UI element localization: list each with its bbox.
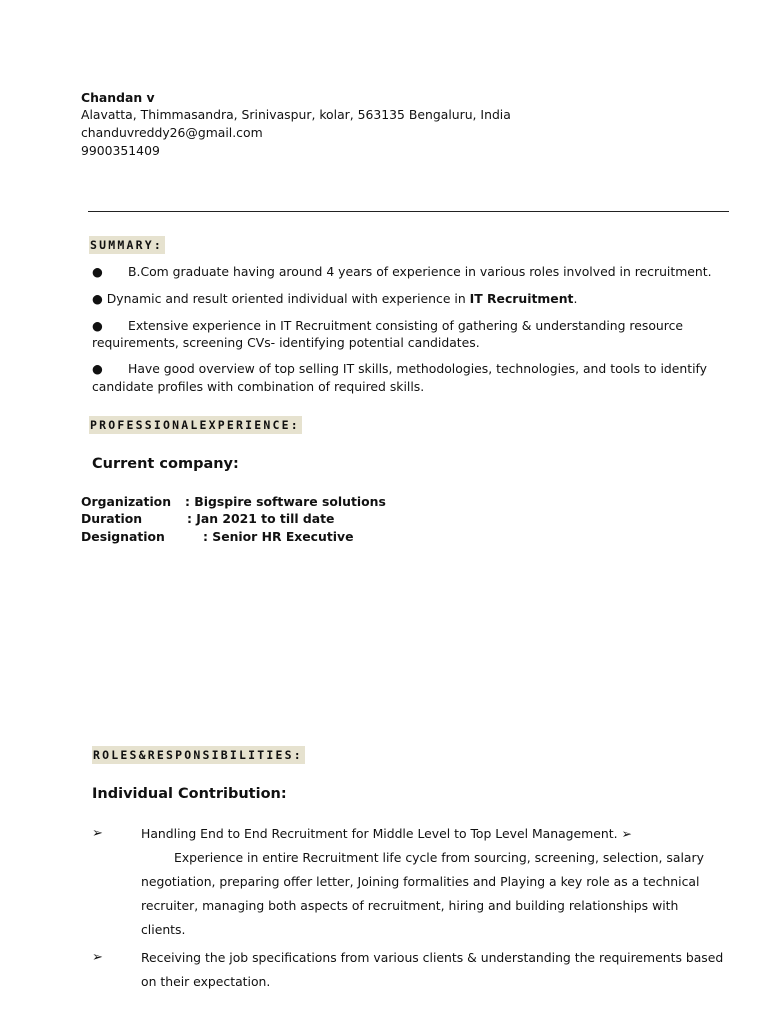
summary-item-3-line-1: Extensive experience in IT Recruitment consisting of gathering & understanding resource: [128, 318, 684, 333]
organization-label: Organization: [81, 494, 172, 509]
address: Alavatta, Thimmasandra, Srinivaspur, kolar, 563135 Bengaluru, India: [81, 107, 511, 122]
bullet-icon: ●: [92, 291, 103, 306]
roles-heading: ROLES&RESPONSIBILITIES:: [93, 748, 303, 762]
designation-label: Designation: [81, 529, 165, 544]
summary-item-2: [92, 290, 577, 308]
phone: 9900351409: [81, 143, 160, 158]
roles-line-7: on their expectation.: [141, 974, 271, 989]
summary-item-2-end: .: [573, 291, 578, 306]
individual-contribution-heading: Individual Contribution:: [92, 786, 287, 802]
summary-heading: SUMMARY:: [90, 238, 163, 252]
summary-item-4-line-2: candidate profiles with combination of required skills.: [92, 379, 425, 394]
bullet-icon: ●: [92, 264, 103, 279]
organization-value: : Bigspire software solutions: [185, 494, 386, 509]
duration-value: : Jan 2021 to till date: [187, 511, 335, 526]
bullet-icon: ●: [92, 361, 103, 376]
roles-line-1: Handling End to End Recruitment for Middle Level to Top Level Management. ➢: [141, 826, 632, 841]
candidate-name: Chandan v: [81, 90, 155, 105]
summary-item-2-bold: IT Recruitment: [469, 291, 574, 306]
roles-line-2: Experience in entire Recruitment life cycle from sourcing, screening, selection, salary: [174, 850, 704, 865]
designation-value: : Senior HR Executive: [203, 529, 354, 544]
summary-item-3-line-2: requirements, screening CVs- identifying potential candidates.: [92, 335, 480, 350]
roles-line-4: recruiter, managing both aspects of recruitment, hiring and building relationships with: [141, 898, 679, 913]
current-company-heading: Current company:: [92, 456, 239, 472]
arrow-bullet-icon: ➢: [92, 950, 103, 965]
summary-item-1: B.Com graduate having around 4 years of experience in various roles involved in recruitment.: [128, 264, 712, 279]
arrow-bullet-icon: ➢: [92, 826, 103, 841]
roles-line-3: negotiation, preparing offer letter, Joining formalities and Playing a key role as a technical: [141, 874, 700, 889]
roles-line-6: Receiving the job specifications from various clients & understanding the requirements based: [141, 950, 724, 965]
email: chanduvreddy26@gmail.com: [81, 125, 263, 140]
experience-heading: PROFESSIONALEXPERIENCE:: [90, 418, 300, 432]
summary-item-2-text: Dynamic and result oriented individual with experience in: [106, 291, 470, 306]
roles-line-5: clients.: [141, 922, 186, 937]
duration-label: Duration: [81, 511, 143, 526]
summary-item-4-line-1: Have good overview of top selling IT skills, methodologies, technologies, and tools to identify: [128, 361, 708, 376]
bullet-icon: ●: [92, 318, 103, 333]
header-divider: [88, 211, 729, 212]
